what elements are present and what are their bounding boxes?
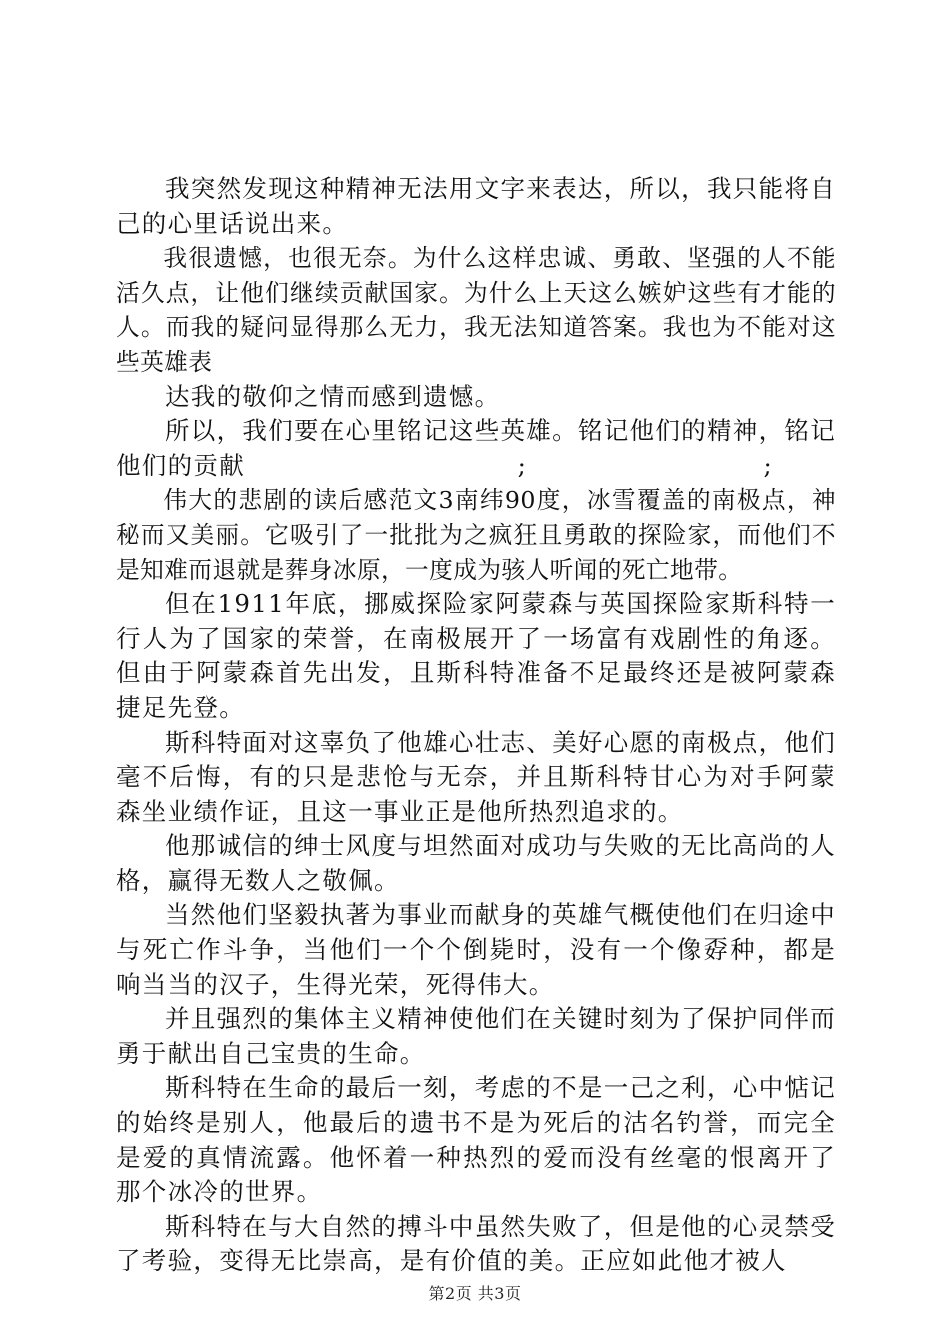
paragraph-7: 斯科特面对这辜负了他雄心壮志、美好心愿的南极点，他们毫不后悔，有的只是悲怆与无奈，并且斯科特甘心为对手阿蒙森坐业绩作证，且这一事业正是他所热烈追求的。 bbox=[116, 727, 836, 826]
paragraph-11: 斯科特在生命的最后一刻，考虑的不是一己之利，心中惦记的始终是别人，他最后的遗书不是为死后的沽名钓誉，而完全是爱的真情流露。他怀着一种热烈的爱而没有丝毫的恨离开了那个冰冷的世界。 bbox=[116, 1073, 836, 1207]
paragraph-12: 斯科特在与大自然的搏斗中虽然失败了，但是他的心灵禁受了考验，变得无比崇高，是有价值的美。正应如此他才被人 bbox=[116, 1211, 836, 1276]
paragraph-1: 我突然发现这种精神无法用文字来表达，所以，我只能将自己的心里话说出来。 bbox=[116, 174, 836, 238]
paragraph-3: 达我的敬仰之情而感到遗憾。 bbox=[165, 381, 501, 411]
document-body bbox=[116, 172, 836, 1279]
paragraph-5: 伟大的悲剧的读后感范文3南纬90度，冰雪覆盖的南极点，神秘而又美丽。它吸引了一批批为之疯狂且勇敢的探险家，而他们不是知难而退就是葬身冰原，一度成为骇人听闻的死亡地带。 bbox=[116, 486, 836, 584]
paragraph-10: 并且强烈的集体主义精神使他们在关键时刻为了保护同伴而勇于献出自己宝贵的生命。 bbox=[116, 1004, 836, 1068]
page-footer: 第2页 共3页 bbox=[428, 1284, 522, 1303]
paragraph-2: 我很遗憾，也很无奈。为什么这样忠诚、勇敢、坚强的人不能活久点，让他们继续贡献国家。为什么上天这么嫉妒这些有才能的人。而我的疑问显得那么无力，我无法知道答案。我也为不能对这些英雄表 bbox=[116, 244, 836, 376]
paragraph-9: 当然他们坚毅执著为事业而献身的英雄气概使他们在归途中与死亡作斗争，当他们一个个倒毙时，没有一个像孬种，都是响当当的汉子，生得光荣，死得伟大。 bbox=[116, 900, 836, 999]
paragraph-4: 所以，我们要在心里铭记这些英雄。铭记他们的精神，铭记他们的贡献 ; ; bbox=[116, 416, 836, 480]
paragraph-8: 他那诚信的绅士风度与坦然面对成功与失败的无比高尚的人格，赢得无数人之敬佩。 bbox=[116, 831, 836, 895]
paragraph-6: 但在1911年底，挪威探险家阿蒙森与英国探险家斯科特一行人为了国家的荣誉，在南极展开了一场富有戏剧性的角逐。但由于阿蒙森首先出发，且斯科特准备不足最终还是被阿蒙森捷足先登。 bbox=[116, 589, 836, 722]
